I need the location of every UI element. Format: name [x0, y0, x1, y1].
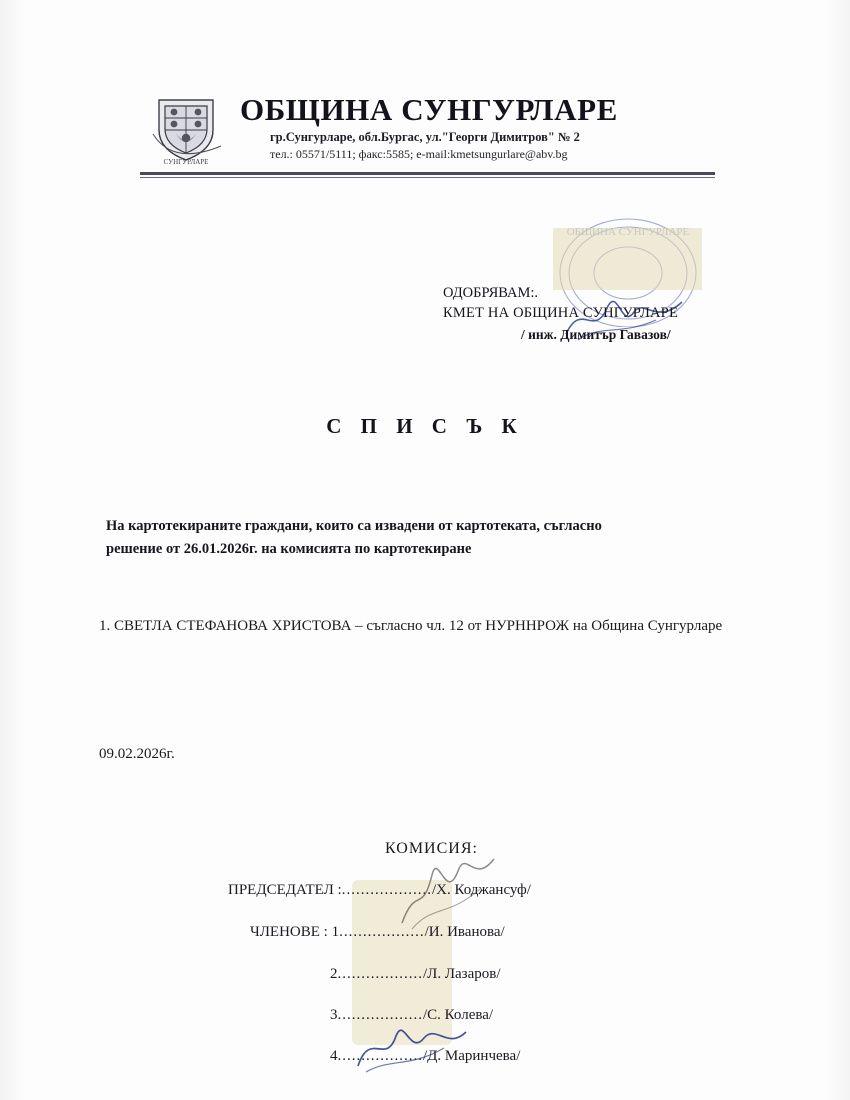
- intro-line-1: На картотекираните граждани, които са извадени от картотеката, съгласно: [106, 518, 602, 534]
- list-item: 1. СВЕТЛА СТЕФАНОВА ХРИСТОВА – съгласно чл. 12 от НУРННРОЖ на Община Сунгурларе: [99, 618, 723, 634]
- commission-member-row: [330, 1048, 520, 1065]
- commission-heading: КОМИСИЯ:: [385, 840, 478, 857]
- citizen-list: [99, 615, 749, 638]
- commission-member-row: [330, 1007, 493, 1024]
- member-name: /С. Колева/: [423, 1007, 494, 1023]
- organization-title: ОБЩИНА СУНГУРЛАРЕ: [240, 92, 618, 127]
- member-name: /Д. Маринчева/: [423, 1048, 521, 1064]
- intro-line-2: решение от 26.01.2026г. на комисията по картотекиране: [106, 541, 472, 557]
- member-signature-dots: ..................: [337, 966, 423, 982]
- document-title: С П И С Ъ К: [326, 414, 524, 438]
- member-number: 2: [330, 966, 338, 982]
- member-name: /Л. Лазаров/: [423, 966, 501, 982]
- member-number: 1: [331, 924, 340, 940]
- chairman-signature-dots: ...................: [341, 882, 432, 898]
- letterhead: [0, 92, 850, 182]
- commission-chairman-row: [228, 882, 531, 899]
- divider-thick-line: [140, 172, 715, 175]
- municipal-coat-of-arms-icon: [143, 94, 231, 166]
- approval-line-1: ОДОБРЯВАМ:.: [443, 285, 539, 301]
- stamp-paper-stain: [553, 228, 702, 290]
- intro-paragraph: [106, 515, 746, 561]
- members-label: ЧЛЕНОВЕ :: [250, 924, 328, 940]
- member-signature-dots: ..................: [337, 1048, 423, 1064]
- chairman-label: ПРЕДСЕДАТЕЛ :: [228, 882, 342, 898]
- header-divider: [140, 172, 715, 180]
- approval-signatory-name: / инж. Димитър Гавазов/: [521, 327, 671, 342]
- crest-caption-text: СУНГУРЛАРЕ: [163, 158, 209, 166]
- approval-block: [443, 283, 678, 345]
- commission-member-row: [330, 966, 501, 983]
- member-number: 3: [330, 1007, 338, 1023]
- document-date: 09.02.2026г.: [99, 746, 175, 762]
- organization-address: гр.Сунгурларе, обл.Бургас, ул."Георги Димитров" № 2: [270, 130, 580, 144]
- organization-contacts: тел.: 05571/5111; факс:5585; e-mail:kmetsungurlare@abv.bg: [270, 147, 568, 161]
- member-name: /И. Иванова/: [424, 924, 505, 940]
- member-signature-dots: ..................: [339, 924, 425, 940]
- divider-thin-line: [140, 177, 715, 178]
- chairman-name: /Х. Коджансуф/: [431, 882, 531, 898]
- commission-member-row: [250, 924, 505, 941]
- member-number: 4: [330, 1048, 338, 1064]
- approval-line-2: КМЕТ НА ОБЩИНА СУНГУРЛАРЕ: [443, 305, 679, 321]
- member-signature-dots: ..................: [337, 1007, 423, 1023]
